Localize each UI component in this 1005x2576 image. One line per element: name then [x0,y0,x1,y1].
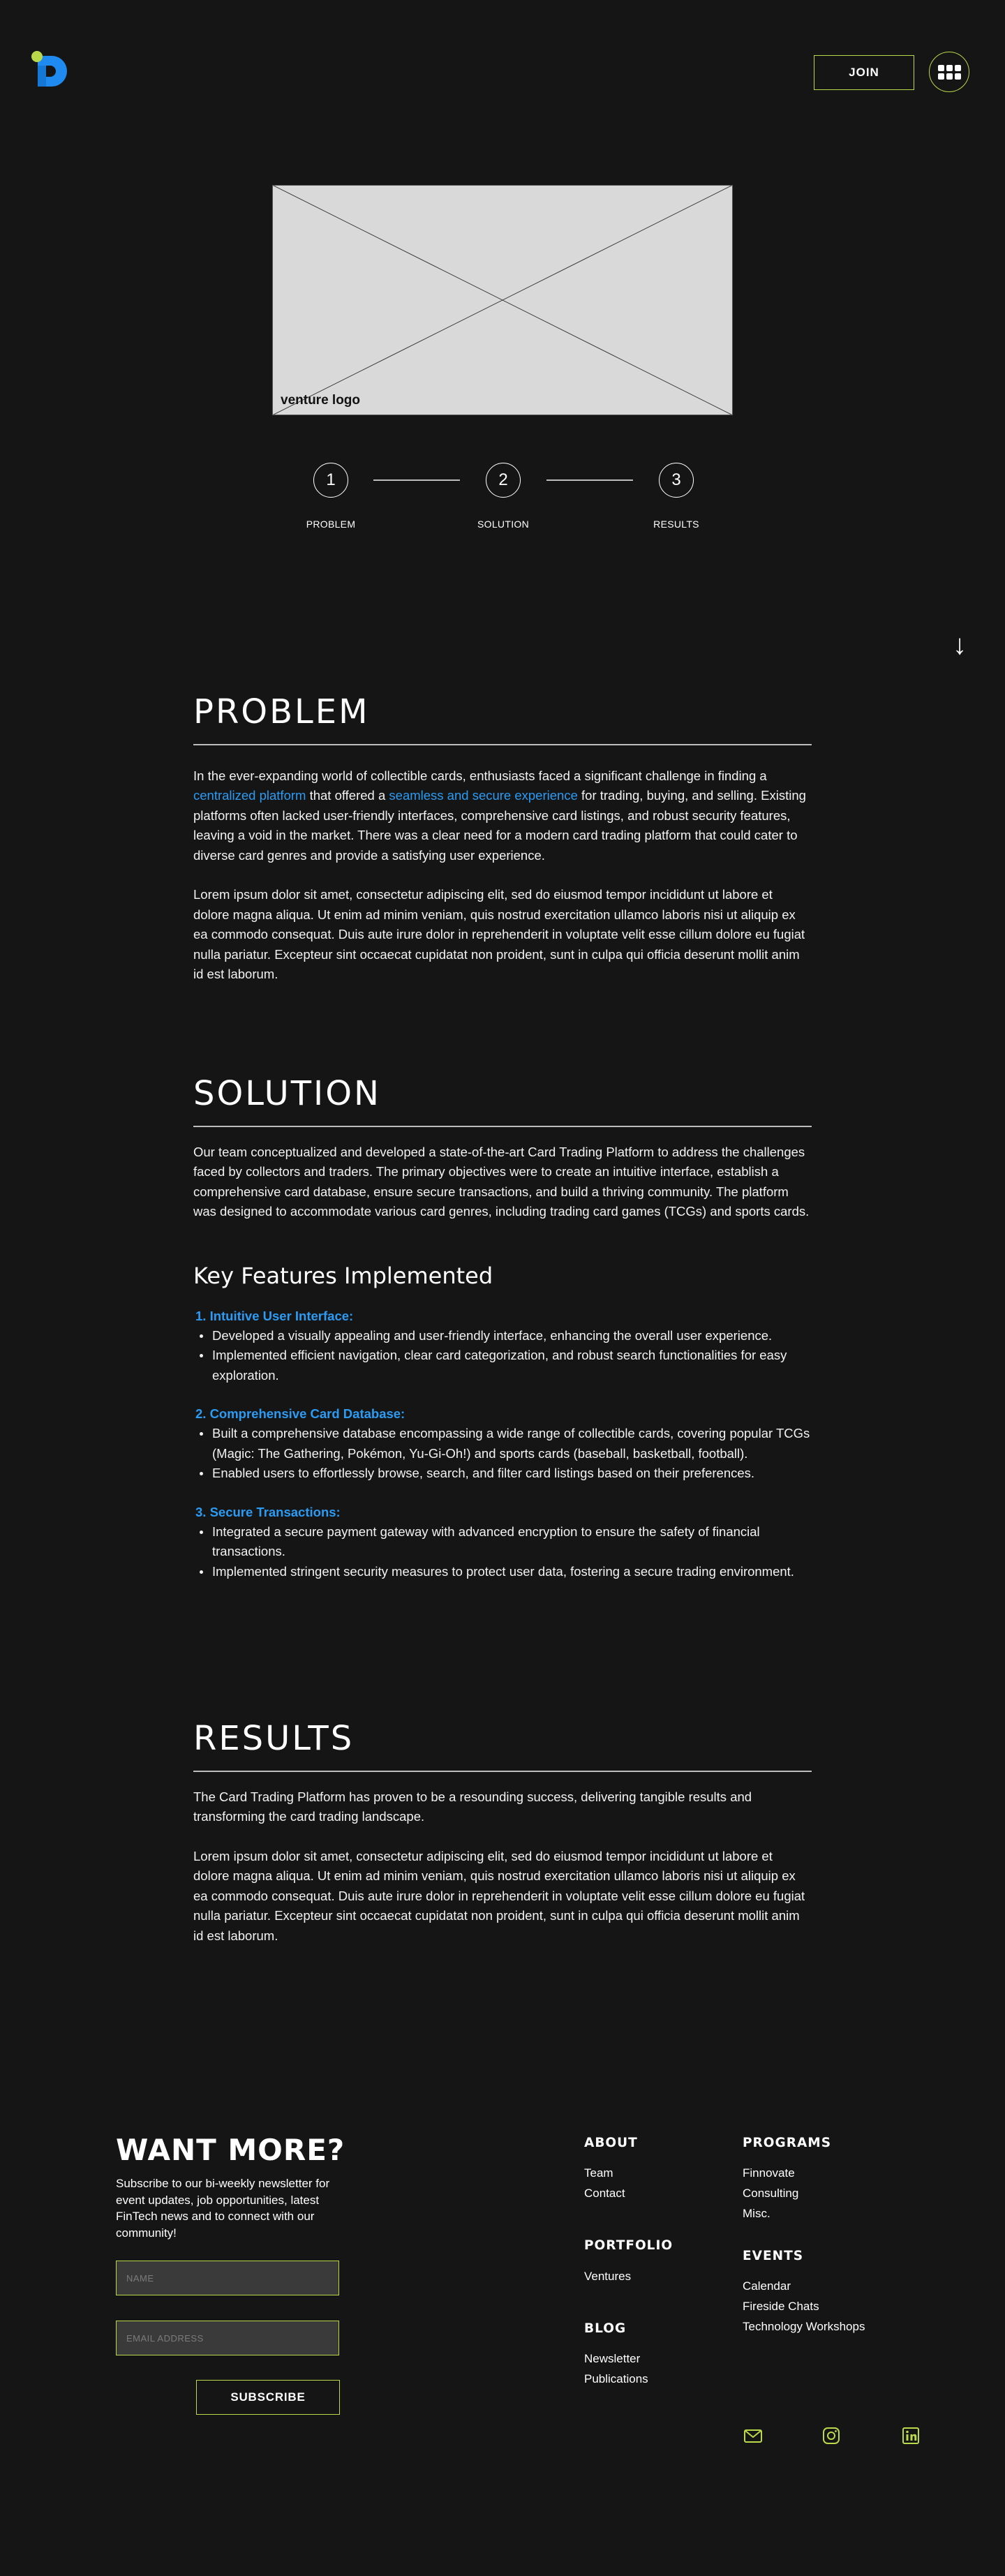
footer-heading-events: EVENTS [743,2249,804,2263]
solution-title: SOLUTION [193,1074,381,1113]
arrow-down-icon[interactable]: ↓ [953,630,967,660]
step-2-label[interactable]: SOLUTION [477,519,529,530]
newsletter-description: Subscribe to our bi-weekly newsletter for event updates, job opportunities, latest FinTech news and to connect with our community! [116,2177,330,2240]
feature-title: 2. Comprehensive Card Database: [195,1406,405,1421]
footer-list-about [584,2163,625,2203]
footer-link-fireside-chats[interactable]: Fireside Chats [743,2300,819,2313]
name-input[interactable] [116,2261,339,2295]
footer-list-portfolio [584,2266,631,2286]
placeholder-cross-icon [272,185,733,415]
footer-list-programs [743,2163,798,2224]
results-title: RESULTS [193,1719,355,1758]
footer-link-team[interactable]: Team [584,2166,613,2180]
footer-link-technology-workshops[interactable]: Technology Workshops [743,2320,865,2333]
section-divider [193,1771,812,1772]
brand-d-logo-icon[interactable] [31,47,74,94]
footer-link-contact[interactable]: Contact [584,2187,625,2200]
step-2-circle[interactable]: 2 [486,463,521,498]
venture-logo-label: venture logo [281,393,361,408]
step-1-circle[interactable]: 1 [313,463,348,498]
footer-link-ventures[interactable]: Ventures [584,2270,632,2283]
key-features-heading: Key Features Implemented [193,1262,493,1289]
step-connector [546,479,633,481]
list-item: Implemented efficient navigation, clear card categorization, and robust search functionalities for easy exploration. [193,1346,812,1385]
problem-text: that offered a [306,788,389,803]
footer-link-newsletter[interactable]: Newsletter [584,2352,641,2365]
instagram-icon[interactable] [821,2425,842,2446]
join-button[interactable]: JOIN [814,55,914,90]
list-item: Developed a visually appealing and user-friendly interface, enhancing the overall user experience. [193,1326,812,1346]
grid-menu-icon [938,65,961,80]
footer-link-publications[interactable]: Publications [584,2372,648,2385]
feature-block [193,1503,812,1582]
feature-block [193,1404,812,1484]
footer-heading-portfolio: PORTFOLIO [584,2238,673,2253]
problem-text: In the ever-expanding world of collectible cards, enthusiasts faced a significant challenge in finding a [193,768,767,783]
subscribe-button[interactable]: SUBSCRIBE [196,2380,340,2415]
results-paragraph-1: The Card Trading Platform has proven to be a resounding success, delivering tangible results and transforming the card trading landscape. [193,1789,752,1824]
step-3-circle[interactable]: 3 [659,463,694,498]
solution-paragraph-1: Our team conceptualized and developed a state-of-the-art Card Trading Platform to address the challenges faced by collectors and traders. The primary objectives were to create an intuitive interface, establish a comprehensive card database, ensure secure transactions, and build a thriving community. The platform was designed to accommodate various card genres, including trading card games (TCGs) and sports cards. [193,1144,810,1219]
venture-logo-placeholder [272,185,733,415]
seamless-secure-highlight: seamless and secure experience [389,788,578,803]
footer-list-blog [584,2348,648,2389]
step-3-label[interactable]: RESULTS [653,519,699,530]
results-paragraph-2: Lorem ipsum dolor sit amet, consectetur adipiscing elit, sed do eiusmod tempor incididunt ut labore et dolore magna aliqua. Ut enim ad minim veniam, quis nostrud exercitation ullamco laboris nisi ut aliquip ex ea commodo consequat. Duis aute irure dolor in reprehenderit in voluptate velit esse cillum dolore eu fugiat nulla pariatur. Excepteur sint occaecat cupidatat non proident, sunt in culpa qui officia deserunt mollit anim id est laborum. [193,1848,805,1943]
footer-link-consulting[interactable]: Consulting [743,2187,799,2200]
footer-link-calendar[interactable]: Calendar [743,2279,791,2293]
problem-section [193,692,812,985]
newsletter-title: WANT MORE? [116,2133,345,2167]
problem-paragraph-1 [193,766,812,866]
footer-link-finnovate[interactable]: Finnovate [743,2166,795,2180]
centralized-platform-highlight: centralized platform [193,788,306,803]
footer-heading-blog: BLOG [584,2321,627,2336]
email-input[interactable] [116,2321,339,2355]
solution-section [193,1074,812,1581]
grid-menu-button[interactable] [929,52,969,92]
list-item: Integrated a secure payment gateway with advanced encryption to ensure the safety of financial transactions. [193,1522,812,1562]
list-item: Enabled users to effortlessly browse, search, and filter card listings based on their preferences. [193,1464,812,1484]
section-divider [193,1126,812,1127]
linkedin-icon[interactable] [900,2425,921,2446]
results-section [193,1719,812,1946]
list-item: Implemented stringent security measures to protect user data, fostering a secure trading environment. [193,1562,812,1582]
problem-text: for trading, buying, and selling. Existing platforms often lacked user-friendly interfaces, comprehensive card listings, and robust security features, leaving a void in the market. There was a clear need for a modern card trading platform that could cater to diverse card genres and provide a satisfying user experience. [193,788,806,863]
feature-title: 3. Secure Transactions: [195,1504,341,1519]
list-item: Built a comprehensive database encompassing a wide range of collectible cards, covering popular TCGs (Magic: The Gathering, Pokémon, Yu-Gi-Oh!) and sports cards (baseball, basketball, football). [193,1424,812,1464]
feature-title: 1. Intuitive User Interface: [195,1308,354,1323]
feature-block [193,1306,812,1386]
footer-heading-about: ABOUT [584,2136,638,2150]
mail-icon[interactable] [743,2425,764,2446]
problem-title: PROBLEM [193,692,370,731]
footer-link-misc[interactable]: Misc. [743,2207,770,2220]
step-1-label[interactable]: PROBLEM [306,519,356,530]
step-connector [373,479,460,481]
footer-list-events [743,2276,865,2337]
problem-paragraph-2: Lorem ipsum dolor sit amet, consectetur adipiscing elit, sed do eiusmod tempor incididunt ut labore et dolore magna aliqua. Ut enim ad minim veniam, quis nostrud exercitation ullamco laboris nisi ut aliquip ex ea commodo consequat. Duis aute irure dolor in reprehenderit in voluptate velit esse cillum dolore eu fugiat nulla pariatur. Excepteur sint occaecat cupidatat non proident, sunt in culpa qui officia deserunt mollit anim id est laborum. [193,887,805,981]
section-divider [193,744,812,745]
footer-heading-programs: PROGRAMS [743,2136,832,2150]
